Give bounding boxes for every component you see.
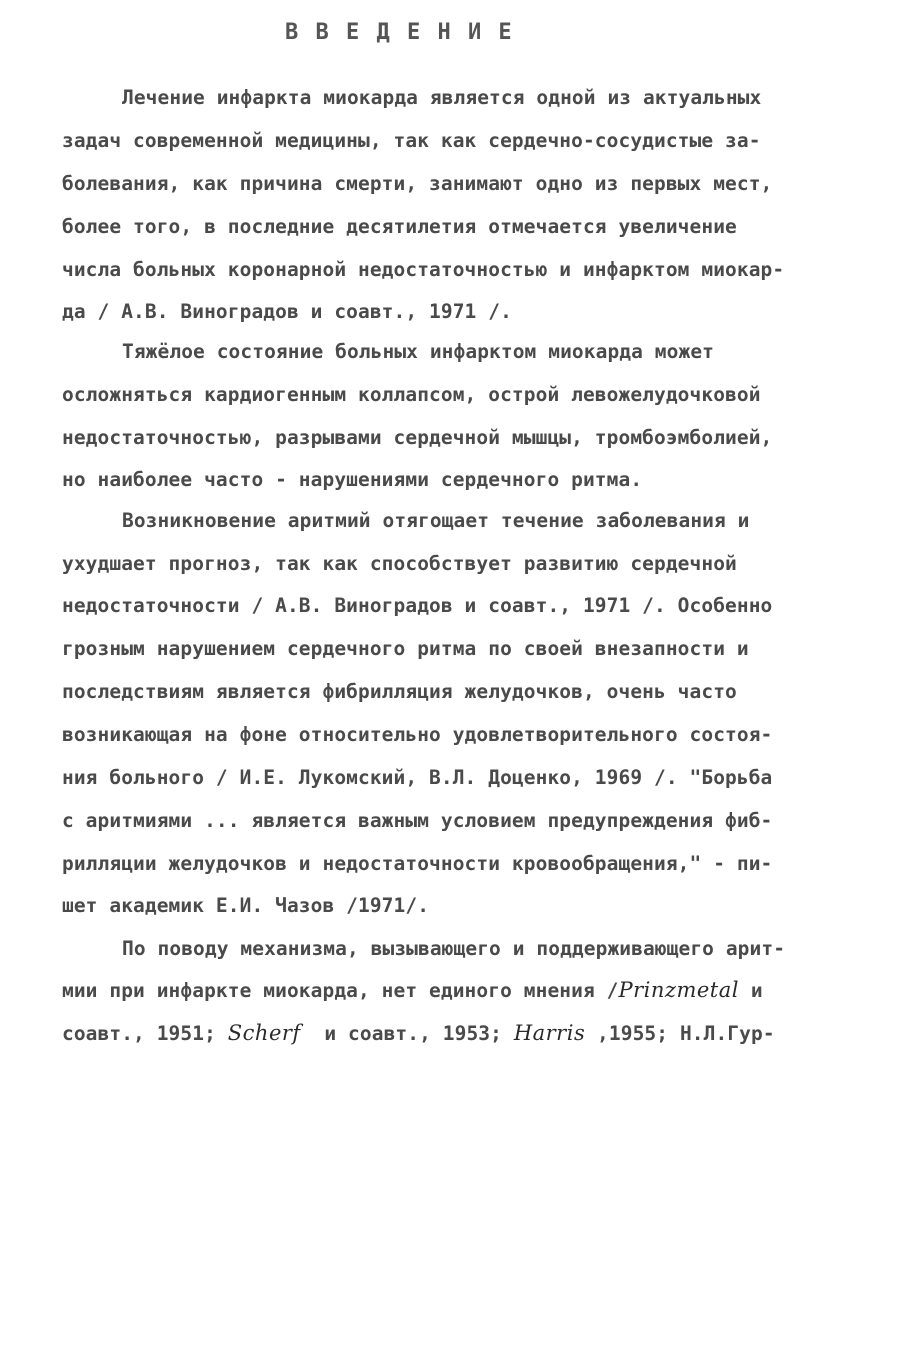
paragraph-3-line-3: недостаточности / А.В. Виноградов и соавт., 1971 /. Особенно <box>62 594 773 617</box>
paragraph-4-line-2 <box>62 978 763 1002</box>
paragraph-1-line-3: болевания, как причина смерти, занимают одно из первых мест, <box>62 172 773 195</box>
paragraph-3-line-10: шет академик Е.И. Чазов /1971/. <box>62 894 430 917</box>
paragraph-4-line-3-part-3: ,1955; Н.Л.Гур- <box>585 1022 775 1045</box>
paragraph-4-line-3 <box>62 1021 775 1045</box>
handwritten-name-scherf: Scherf <box>227 1021 301 1045</box>
paragraph-4-line-3-part-2: и соавт., 1953; <box>300 1022 514 1045</box>
paragraph-3-line-1: Возникновение аритмий отягощает течение заболевания и <box>122 509 750 532</box>
paragraph-3-line-2: ухудшает прогноз, так как способствует развитию сердечной <box>62 552 737 575</box>
paragraph-3-line-8: с аритмиями ... является важным условием предупреждения фиб- <box>62 809 773 832</box>
paragraph-2-line-3: недостаточностью, разрывами сердечной мышцы, тромбоэмболией, <box>62 426 773 449</box>
paragraph-4-line-1: По поводу механизма, вызывающего и поддерживающего арит- <box>122 937 786 960</box>
paragraph-4-line-2-text: мии при инфаркте миокарда, нет единого мнения / <box>62 979 619 1002</box>
page-title: В В Е Д Е Н И Е <box>285 20 514 45</box>
paragraph-3-line-5: последствиям является фибрилляция желудочков, очень часто <box>62 680 737 703</box>
paragraph-2-line-1: Тяжёлое состояние больных инфарктом миокарда может <box>122 340 714 363</box>
paragraph-4-line-3-part-1: соавт., 1951; <box>62 1022 228 1045</box>
paragraph-1-line-5: числа больных коронарной недостаточностью и инфарктом миокар- <box>62 258 785 281</box>
paragraph-1-line-6: да / А.В. Виноградов и соавт., 1971 /. <box>62 300 512 323</box>
paragraph-3-line-4: грозным нарушением сердечного ритма по своей внезапности и <box>62 637 749 660</box>
paragraph-4-line-2-end: и <box>738 979 763 1002</box>
paragraph-3-line-9: рилляции желудочков и недостаточности кровообращения," - пи- <box>62 852 773 875</box>
handwritten-name-harris: Harris <box>513 1021 586 1045</box>
paragraph-1-line-1: Лечение инфаркта миокарда является одной из актуальных <box>122 86 762 109</box>
paragraph-1-line-4: более того, в последние десятилетия отмечается увеличение <box>62 215 737 238</box>
paragraph-2-line-2: осложняться кардиогенным коллапсом, острой левожелудочковой <box>62 383 761 406</box>
paragraph-1-line-2: задач современной медицины, так как сердечно-сосудистые за- <box>62 129 761 152</box>
paragraph-2-line-4: но наиболее часто - нарушениями сердечного ритма. <box>62 468 643 491</box>
handwritten-name-prinzmetal: Prinzmetal <box>618 978 739 1002</box>
paragraph-3-line-6: возникающая на фоне относительно удовлетворительного состоя- <box>62 723 773 746</box>
paragraph-3-line-7: ния больного / И.Е. Лукомский, В.Л. Доценко, 1969 /. "Борьба <box>62 766 773 789</box>
